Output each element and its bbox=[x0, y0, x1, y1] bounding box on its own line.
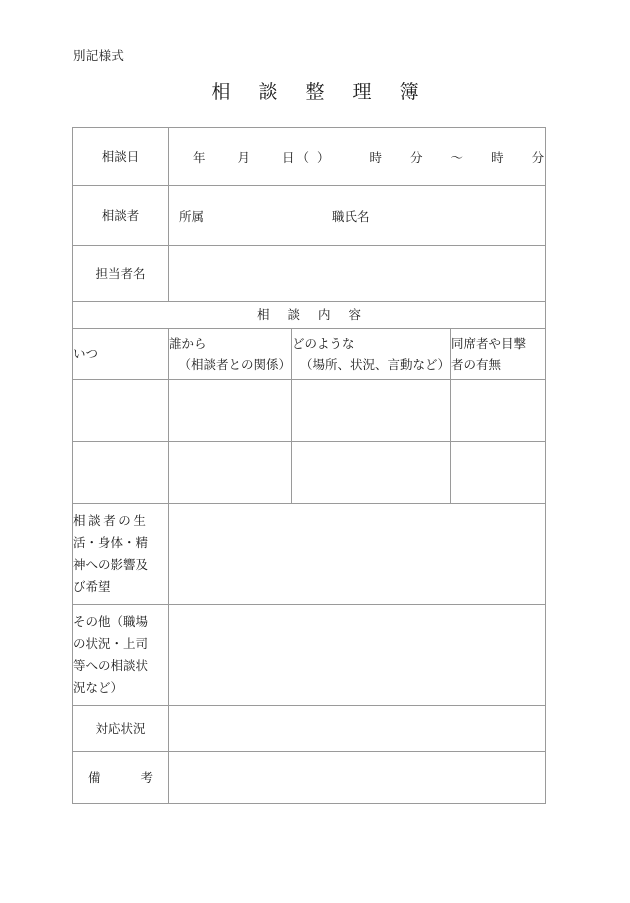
label-impact-line2: 活・身体・精 bbox=[73, 534, 149, 550]
consultation-record-table bbox=[72, 127, 546, 804]
table-row-column-headers bbox=[73, 329, 546, 380]
date-day: 日（ ） bbox=[282, 149, 332, 165]
cell-from-whom-1[interactable] bbox=[169, 380, 292, 442]
column-header-what-kind-line1: どのような bbox=[292, 335, 355, 351]
section-header-consultation-content: 相 談 内 容 bbox=[73, 302, 546, 329]
table-row-content-entry bbox=[73, 442, 546, 504]
label-title-name: 職氏名 bbox=[332, 208, 370, 224]
label-other-line1: その他（職場 bbox=[73, 613, 149, 629]
date-year: 年 bbox=[193, 149, 208, 165]
cell-what-kind-2[interactable] bbox=[292, 442, 451, 504]
field-consultation-date[interactable] bbox=[169, 128, 546, 186]
cell-witnesses-1[interactable] bbox=[451, 380, 546, 442]
table-row-response-status bbox=[73, 706, 546, 752]
cell-witnesses-2[interactable] bbox=[451, 442, 546, 504]
time-hour-start: 時 bbox=[369, 149, 385, 165]
page-title: 相 談 整 理 簿 bbox=[211, 81, 430, 103]
cell-from-whom-2[interactable] bbox=[169, 442, 292, 504]
form-id-label: 別記様式 bbox=[73, 48, 125, 63]
column-header-from-whom bbox=[169, 329, 292, 380]
consulter-line bbox=[169, 207, 545, 225]
label-impact-line4: び希望 bbox=[73, 579, 111, 595]
column-header-when-line1: いつ bbox=[73, 346, 99, 362]
label-other-line3: 等への相談状 bbox=[73, 658, 149, 673]
table-row-consulter bbox=[73, 186, 546, 246]
label-consulter: 相談者 bbox=[73, 186, 169, 246]
table-row-other bbox=[73, 605, 546, 706]
field-other[interactable] bbox=[169, 605, 546, 706]
label-impact-line3: 神への影響及 bbox=[73, 557, 149, 572]
cell-when-2[interactable] bbox=[73, 442, 169, 504]
column-header-what-kind-line2: （場所、状況、言動など） bbox=[299, 357, 450, 372]
column-header-what-kind bbox=[292, 329, 451, 380]
time-minute-start: 分 bbox=[410, 149, 425, 165]
table-row-content-entry bbox=[73, 380, 546, 442]
column-header-when bbox=[73, 329, 169, 380]
table-row-remarks bbox=[73, 752, 546, 804]
label-remarks: 備 考 bbox=[73, 752, 169, 804]
label-impact bbox=[73, 504, 169, 605]
label-impact-line1: 相談者の生 bbox=[73, 512, 149, 528]
date-month: 月 bbox=[237, 149, 253, 165]
field-impact[interactable] bbox=[169, 504, 546, 605]
time-range-tilde: ～ bbox=[450, 149, 466, 165]
label-other-line2: の状況・上司 bbox=[73, 635, 149, 651]
table-row-impact bbox=[73, 504, 546, 605]
field-consulter[interactable] bbox=[169, 186, 546, 246]
cell-when-1[interactable] bbox=[73, 380, 169, 442]
field-staff-name[interactable] bbox=[169, 246, 546, 302]
label-staff-name: 担当者名 bbox=[73, 246, 169, 302]
time-hour-end: 時 bbox=[491, 149, 506, 165]
column-header-witnesses-line1: 同席者や目撃 bbox=[451, 335, 527, 351]
label-consultation-date: 相談日 bbox=[73, 128, 169, 186]
field-remarks[interactable] bbox=[169, 752, 546, 804]
column-header-witnesses bbox=[451, 329, 546, 380]
cell-what-kind-1[interactable] bbox=[292, 380, 451, 442]
label-response-status: 対応状況 bbox=[73, 706, 169, 752]
time-minute-end: 分 bbox=[531, 149, 547, 165]
table-row-content-section-header bbox=[73, 302, 546, 329]
label-affiliation: 所属 bbox=[179, 208, 205, 224]
table-row-consultation-date bbox=[73, 128, 546, 186]
label-other bbox=[73, 605, 169, 706]
column-header-witnesses-line2: 者の有無 bbox=[451, 357, 502, 372]
column-header-from-whom-line2: （相談者との関係） bbox=[178, 357, 291, 372]
column-header-from-whom-line1: 誰から bbox=[169, 335, 207, 351]
field-response-status[interactable] bbox=[169, 706, 546, 752]
label-other-line4: 況など） bbox=[73, 680, 124, 696]
date-line bbox=[169, 148, 545, 166]
table-row-staff-name bbox=[73, 246, 546, 302]
